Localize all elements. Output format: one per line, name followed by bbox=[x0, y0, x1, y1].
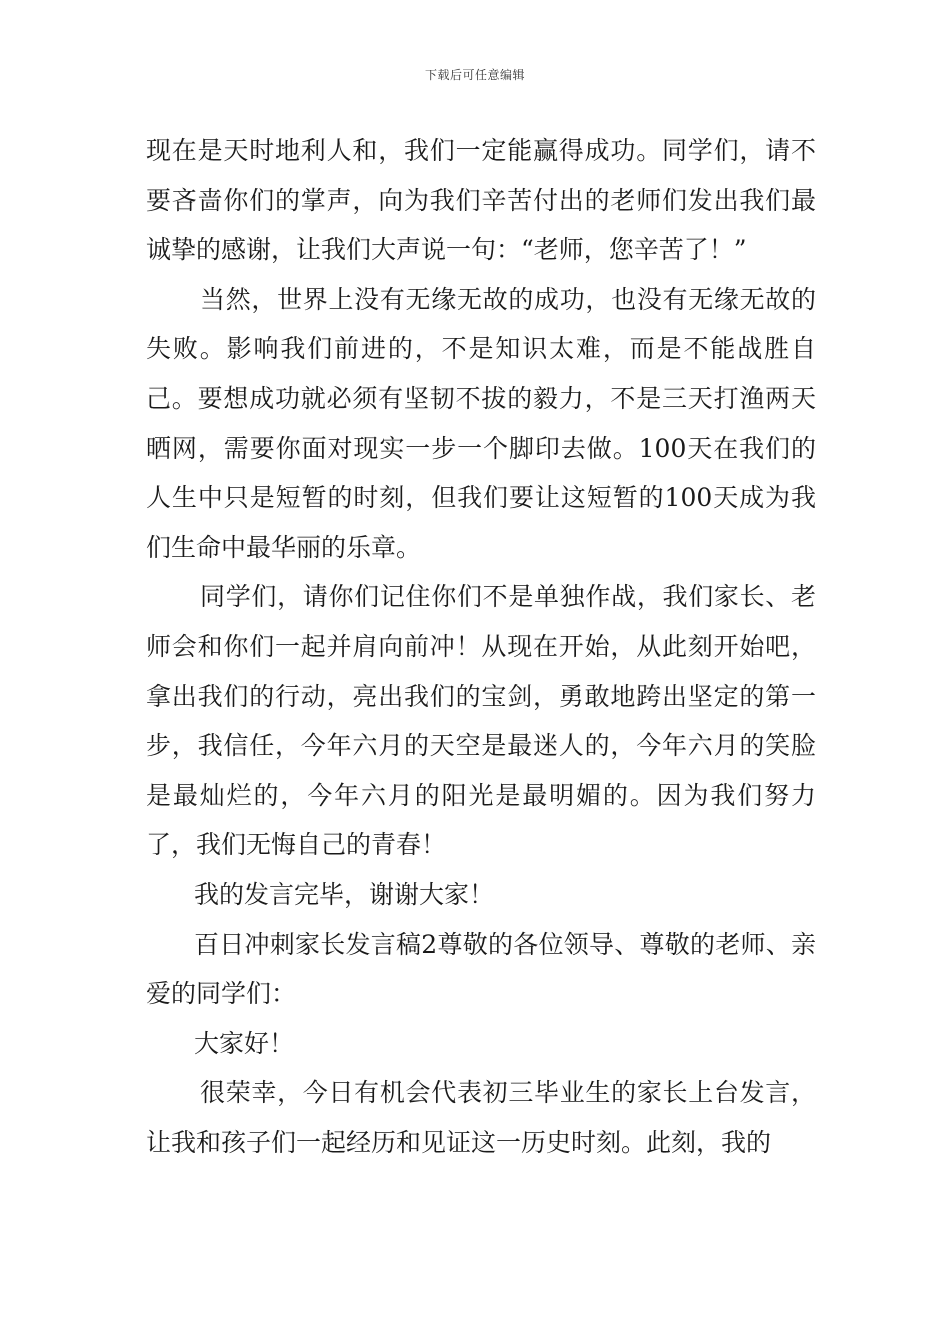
paragraph-honored: 很荣幸，今日有机会代表初三毕业生的家长上台发言，让我和孩子们一起经历和见证这一历史时刻。此刻，我的 bbox=[146, 1078, 816, 1157]
paragraph-success: 当然，世界上没有无缘无故的成功，也没有无缘无故的失败。影响我们前进的，不是知识太难，而是不能战胜自己。要想成功就必须有坚韧不拔的毅力，不是三天打渔两天晒网，需要你面对现实一步一个脚印去做。100天在我们的人生中只是短暂的时刻，但我们要让这短暂的100天成为我们生命中最华丽的乐章。 bbox=[146, 284, 816, 562]
paragraph-classmates: 同学们，请你们记住你们不是单独作战，我们家长、老师会和你们一起并肩向前冲！从现在开始，从此刻开始吧，拿出我们的行动，亮出我们的宝剑，勇敢地跨出坚定的第一步，我信任，今年六月的天空是最迷人的，今年六月的笑脸是最灿烂的，今年六月的阳光是最明媚的。因为我们努力了，我们无悔自己的青春！ bbox=[146, 582, 816, 860]
paragraph-greeting: 大家好！ bbox=[194, 1028, 295, 1058]
page-header: 下载后可任意编辑 bbox=[424, 68, 525, 82]
paragraph-closing: 我的发言完毕，谢谢大家！ bbox=[194, 879, 495, 909]
paragraph-continuation: 现在是天时地利人和，我们一定能赢得成功。同学们，请不要吝啬你们的掌声，向为我们辛苦付出的老师们发出我们最诚挚的感谢，让我们大声说一句：“老师，您辛苦了！” bbox=[146, 136, 816, 265]
document-body bbox=[146, 126, 816, 1167]
paragraph-speech-2-title: 百日冲刺家长发言稿2尊敬的各位领导、尊敬的老师、亲爱的同学们： bbox=[146, 929, 816, 1009]
